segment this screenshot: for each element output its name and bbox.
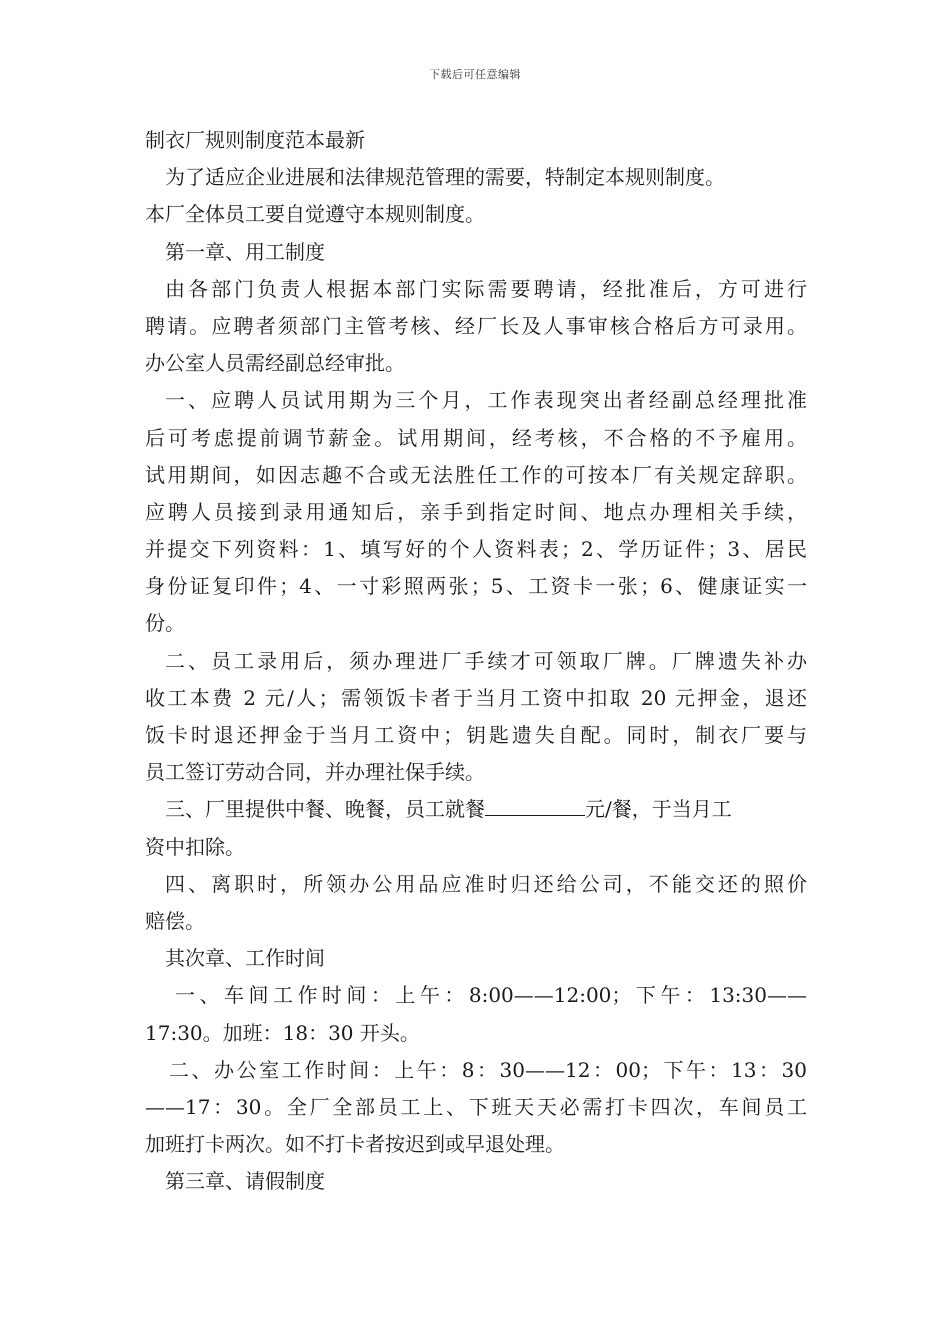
paragraph-line: 身份证复印件；4、一寸彩照两张；5、工资卡一张；6、健康证实一 (145, 574, 807, 599)
chapter-heading: 第一章、用工制度 (165, 239, 325, 264)
chapter-heading: 第三章、请假制度 (165, 1169, 325, 1194)
page-header-note: 下载后可任意编辑 (429, 68, 521, 81)
paragraph-line: 收工本费 2 元/人；需领饭卡者于当月工资中扣取 20 元押金，退还 (145, 685, 807, 710)
paragraph-line: 试用期间，如因志趣不合或无法胜任工作的可按本厂有关规定辞职。 (145, 462, 807, 487)
paragraph-line: 办公室人员需经副总经审批。 (145, 351, 405, 376)
meal-text-before: 三、厂里提供中餐、晚餐，员工就餐 (165, 797, 485, 822)
paragraph-line: 17:30。加班：18：30 开头。 (145, 1020, 420, 1045)
paragraph-line: 由各部门负责人根据本部门实际需要聘请，经批准后，方可进行 (165, 276, 807, 301)
paragraph-line: 员工签订劳动合同，并办理社保手续。 (145, 760, 485, 785)
paragraph-line: 并提交下列资料：1、填写好的个人资料表；2、学历证件；3、居民 (145, 537, 807, 562)
paragraph-line: 一、车间工作时间：上午：8:00——12:00；下午：13:30—— (175, 983, 807, 1008)
paragraph-line: 四、离职时，所领办公用品应准时归还给公司，不能交还的照价 (165, 871, 807, 896)
paragraph-line-with-blank (145, 791, 807, 828)
intro-line: 本厂全体员工要自觉遵守本规则制度。 (145, 202, 485, 227)
paragraph-line: 一、应聘人员试用期为三个月，工作表现突出者经副总经理批准 (165, 388, 807, 413)
paragraph-line: 应聘人员接到录用通知后，亲手到指定时间、地点办理相关手续， (145, 499, 807, 524)
paragraph-line: 二、办公室工作时间：上午：8：30——12：00；下午：13：30 (169, 1057, 807, 1082)
paragraph-line: 饭卡时退还押金于当月工资中；钥匙遗失自配。同时，制衣厂要与 (145, 723, 807, 747)
meal-price-blank (485, 791, 585, 816)
intro-line: 为了适应企业进展和法律规范管理的需要，特制定本规则制度。 (165, 165, 725, 190)
paragraph-line: ——17：30。全厂全部员工上、下班天天必需打卡四次，车间员工 (145, 1094, 807, 1119)
chapter-heading: 其次章、工作时间 (165, 946, 325, 971)
paragraph-line: 赔偿。 (145, 908, 205, 933)
paragraph-line: 二、员工录用后，须办理进厂手续才可领取厂牌。厂牌遗失补办 (165, 648, 807, 673)
paragraph-line: 加班打卡两次。如不打卡者按迟到或早退处理。 (145, 1132, 565, 1157)
meal-text-after: 元/餐，于当月工 (585, 797, 732, 822)
paragraph-line: 后可考虑提前调节薪金。试用期间，经考核，不合格的不予雇用。 (145, 425, 807, 450)
document-title: 制衣厂规则制度范本最新 (145, 128, 365, 152)
paragraph-line: 资中扣除。 (145, 834, 245, 859)
document-body (145, 122, 807, 1200)
paragraph-line: 聘请。应聘者须部门主管考核、经厂长及人事审核合格后方可录用。 (145, 313, 807, 338)
paragraph-line: 份。 (145, 611, 185, 636)
